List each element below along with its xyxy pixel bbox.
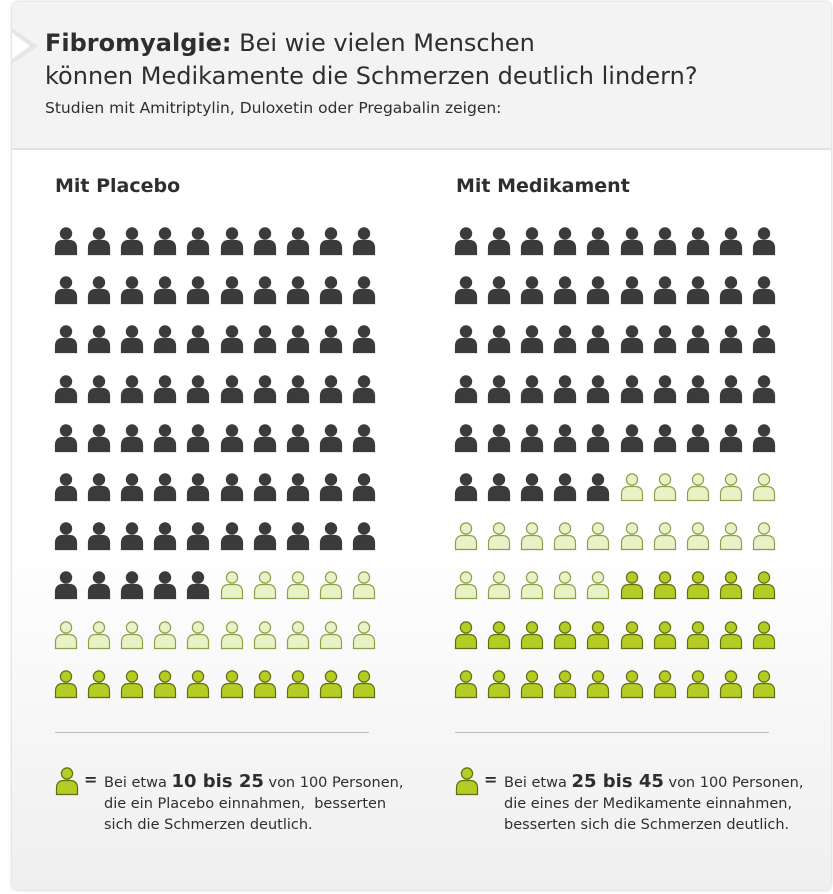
person-dark-icon bbox=[286, 472, 310, 502]
person-dark-icon bbox=[352, 472, 376, 502]
person-green-icon bbox=[620, 570, 644, 600]
person-dark-icon bbox=[253, 472, 277, 502]
person-dark-icon bbox=[319, 472, 343, 502]
person-dark-icon bbox=[352, 374, 376, 404]
person-dark-icon bbox=[719, 275, 743, 305]
person-dark-icon bbox=[186, 472, 210, 502]
person-dark-icon bbox=[319, 226, 343, 256]
person-dark-icon bbox=[87, 275, 111, 305]
person-light-icon bbox=[553, 570, 577, 600]
person-light-icon bbox=[752, 472, 776, 502]
person-dark-icon bbox=[220, 275, 244, 305]
person-dark-icon bbox=[54, 324, 78, 354]
person-light-icon bbox=[520, 570, 544, 600]
person-light-icon bbox=[719, 472, 743, 502]
person-dark-icon bbox=[454, 423, 478, 453]
person-dark-icon bbox=[87, 472, 111, 502]
person-light-icon bbox=[286, 570, 310, 600]
person-dark-icon bbox=[653, 226, 677, 256]
person-dark-icon bbox=[153, 570, 177, 600]
person-green-icon bbox=[352, 669, 376, 699]
person-green-icon bbox=[586, 669, 610, 699]
person-dark-icon bbox=[153, 275, 177, 305]
legend-person-green-icon bbox=[55, 766, 79, 796]
person-dark-icon bbox=[620, 275, 644, 305]
person-light-icon bbox=[319, 620, 343, 650]
person-dark-icon bbox=[186, 521, 210, 551]
person-light-icon bbox=[54, 620, 78, 650]
legend-equals: = bbox=[84, 770, 98, 789]
title-topic: Fibromyalgie: bbox=[45, 29, 232, 57]
person-dark-icon bbox=[752, 374, 776, 404]
person-dark-icon bbox=[586, 374, 610, 404]
person-dark-icon bbox=[319, 275, 343, 305]
person-dark-icon bbox=[454, 226, 478, 256]
person-dark-icon bbox=[454, 374, 478, 404]
person-dark-icon bbox=[120, 275, 144, 305]
person-green-icon bbox=[220, 669, 244, 699]
person-green-icon bbox=[454, 620, 478, 650]
person-dark-icon bbox=[487, 226, 511, 256]
person-light-icon bbox=[454, 521, 478, 551]
person-light-icon bbox=[586, 570, 610, 600]
person-dark-icon bbox=[120, 423, 144, 453]
person-dark-icon bbox=[319, 521, 343, 551]
person-dark-icon bbox=[520, 472, 544, 502]
person-light-icon bbox=[153, 620, 177, 650]
person-green-icon bbox=[752, 669, 776, 699]
person-dark-icon bbox=[454, 275, 478, 305]
legend-person-green-icon bbox=[455, 766, 479, 796]
person-dark-icon bbox=[686, 275, 710, 305]
person-dark-icon bbox=[120, 226, 144, 256]
person-green-icon bbox=[520, 669, 544, 699]
person-green-icon bbox=[553, 620, 577, 650]
person-dark-icon bbox=[54, 521, 78, 551]
person-dark-icon bbox=[553, 472, 577, 502]
person-green-icon bbox=[319, 669, 343, 699]
person-dark-icon bbox=[319, 374, 343, 404]
person-dark-icon bbox=[54, 423, 78, 453]
person-dark-icon bbox=[586, 423, 610, 453]
person-dark-icon bbox=[319, 423, 343, 453]
person-dark-icon bbox=[220, 226, 244, 256]
person-light-icon bbox=[319, 570, 343, 600]
person-light-icon bbox=[586, 521, 610, 551]
person-dark-icon bbox=[286, 374, 310, 404]
legend-equals: = bbox=[484, 770, 498, 789]
person-green-icon bbox=[620, 669, 644, 699]
person-dark-icon bbox=[586, 226, 610, 256]
person-dark-icon bbox=[120, 324, 144, 354]
person-dark-icon bbox=[220, 472, 244, 502]
legend-text-medication: Bei etwa 25 bis 45 von 100 Personen, die eines der Medikamente einnahmen, besserten sich die Schmerzen deutlich. bbox=[504, 771, 804, 833]
person-dark-icon bbox=[186, 423, 210, 453]
person-dark-icon bbox=[54, 275, 78, 305]
person-dark-icon bbox=[653, 324, 677, 354]
person-green-icon bbox=[286, 669, 310, 699]
person-dark-icon bbox=[752, 423, 776, 453]
person-light-icon bbox=[686, 472, 710, 502]
person-dark-icon bbox=[719, 374, 743, 404]
person-dark-icon bbox=[487, 472, 511, 502]
person-dark-icon bbox=[352, 226, 376, 256]
person-dark-icon bbox=[686, 324, 710, 354]
title-question-line1: Bei wie vielen Menschen bbox=[231, 29, 535, 57]
person-green-icon bbox=[487, 620, 511, 650]
person-dark-icon bbox=[253, 374, 277, 404]
person-light-icon bbox=[553, 521, 577, 551]
person-light-icon bbox=[686, 521, 710, 551]
person-green-icon bbox=[719, 620, 743, 650]
person-dark-icon bbox=[87, 374, 111, 404]
person-dark-icon bbox=[487, 374, 511, 404]
person-dark-icon bbox=[520, 275, 544, 305]
person-dark-icon bbox=[253, 226, 277, 256]
person-dark-icon bbox=[352, 324, 376, 354]
person-dark-icon bbox=[286, 521, 310, 551]
person-light-icon bbox=[220, 570, 244, 600]
person-dark-icon bbox=[286, 275, 310, 305]
person-dark-icon bbox=[520, 374, 544, 404]
person-dark-icon bbox=[553, 226, 577, 256]
legend-text-placebo: Bei etwa 10 bis 25 von 100 Personen, die ein Placebo einnahmen, besserten sich die Schmerzen deutlich. bbox=[104, 771, 404, 833]
person-green-icon bbox=[120, 669, 144, 699]
person-green-icon bbox=[686, 620, 710, 650]
person-dark-icon bbox=[253, 324, 277, 354]
person-dark-icon bbox=[220, 374, 244, 404]
person-green-icon bbox=[653, 620, 677, 650]
person-dark-icon bbox=[553, 324, 577, 354]
person-green-icon bbox=[586, 620, 610, 650]
panel-title-medication: Mit Medikament bbox=[456, 175, 630, 197]
person-green-icon bbox=[686, 570, 710, 600]
person-dark-icon bbox=[186, 324, 210, 354]
person-green-icon bbox=[454, 669, 478, 699]
person-dark-icon bbox=[520, 226, 544, 256]
person-green-icon bbox=[719, 570, 743, 600]
person-light-icon bbox=[454, 570, 478, 600]
person-dark-icon bbox=[686, 226, 710, 256]
person-dark-icon bbox=[186, 570, 210, 600]
person-dark-icon bbox=[153, 324, 177, 354]
person-dark-icon bbox=[286, 226, 310, 256]
person-dark-icon bbox=[186, 275, 210, 305]
person-dark-icon bbox=[87, 226, 111, 256]
person-dark-icon bbox=[454, 472, 478, 502]
person-dark-icon bbox=[120, 374, 144, 404]
divider-placebo bbox=[55, 732, 369, 733]
person-dark-icon bbox=[153, 374, 177, 404]
person-light-icon bbox=[220, 620, 244, 650]
person-dark-icon bbox=[487, 275, 511, 305]
person-dark-icon bbox=[553, 423, 577, 453]
person-dark-icon bbox=[286, 324, 310, 354]
panel-title-placebo: Mit Placebo bbox=[55, 175, 181, 197]
person-dark-icon bbox=[586, 472, 610, 502]
person-dark-icon bbox=[153, 472, 177, 502]
person-dark-icon bbox=[352, 521, 376, 551]
person-dark-icon bbox=[54, 226, 78, 256]
person-dark-icon bbox=[520, 324, 544, 354]
person-green-icon bbox=[752, 570, 776, 600]
person-dark-icon bbox=[620, 226, 644, 256]
person-dark-icon bbox=[653, 374, 677, 404]
person-dark-icon bbox=[153, 423, 177, 453]
person-dark-icon bbox=[186, 374, 210, 404]
person-dark-icon bbox=[352, 423, 376, 453]
subtitle: Studien mit Amitriptylin, Duloxetin oder Pregabalin zeigen: bbox=[45, 99, 502, 117]
person-dark-icon bbox=[87, 423, 111, 453]
person-dark-icon bbox=[553, 374, 577, 404]
person-dark-icon bbox=[253, 521, 277, 551]
person-dark-icon bbox=[220, 423, 244, 453]
person-dark-icon bbox=[153, 521, 177, 551]
person-green-icon bbox=[487, 669, 511, 699]
person-green-icon bbox=[620, 620, 644, 650]
person-dark-icon bbox=[686, 374, 710, 404]
person-dark-icon bbox=[87, 521, 111, 551]
person-dark-icon bbox=[752, 275, 776, 305]
person-dark-icon bbox=[586, 324, 610, 354]
person-dark-icon bbox=[653, 275, 677, 305]
person-light-icon bbox=[120, 620, 144, 650]
person-dark-icon bbox=[120, 521, 144, 551]
person-dark-icon bbox=[520, 423, 544, 453]
person-dark-icon bbox=[87, 324, 111, 354]
person-dark-icon bbox=[220, 324, 244, 354]
page-title bbox=[45, 27, 698, 93]
person-light-icon bbox=[520, 521, 544, 551]
person-light-icon bbox=[352, 570, 376, 600]
person-dark-icon bbox=[454, 324, 478, 354]
person-dark-icon bbox=[54, 472, 78, 502]
person-dark-icon bbox=[620, 374, 644, 404]
person-green-icon bbox=[520, 620, 544, 650]
person-dark-icon bbox=[87, 570, 111, 600]
person-green-icon bbox=[653, 669, 677, 699]
person-green-icon bbox=[54, 669, 78, 699]
person-dark-icon bbox=[186, 226, 210, 256]
person-light-icon bbox=[487, 570, 511, 600]
person-dark-icon bbox=[620, 324, 644, 354]
person-light-icon bbox=[253, 620, 277, 650]
person-dark-icon bbox=[487, 324, 511, 354]
person-green-icon bbox=[253, 669, 277, 699]
person-dark-icon bbox=[553, 275, 577, 305]
person-dark-icon bbox=[487, 423, 511, 453]
person-dark-icon bbox=[752, 226, 776, 256]
person-dark-icon bbox=[620, 423, 644, 453]
person-light-icon bbox=[487, 521, 511, 551]
placebo-range: 10 bis 25 bbox=[171, 771, 264, 792]
person-dark-icon bbox=[253, 275, 277, 305]
title-question-line2: können Medikamente die Schmerzen deutlich lindern? bbox=[45, 62, 698, 90]
person-dark-icon bbox=[586, 275, 610, 305]
person-dark-icon bbox=[120, 472, 144, 502]
person-light-icon bbox=[653, 521, 677, 551]
person-green-icon bbox=[686, 669, 710, 699]
person-light-icon bbox=[87, 620, 111, 650]
person-dark-icon bbox=[719, 324, 743, 354]
person-green-icon bbox=[186, 669, 210, 699]
person-dark-icon bbox=[719, 226, 743, 256]
person-green-icon bbox=[653, 570, 677, 600]
person-dark-icon bbox=[352, 275, 376, 305]
person-dark-icon bbox=[286, 423, 310, 453]
person-light-icon bbox=[653, 472, 677, 502]
person-green-icon bbox=[87, 669, 111, 699]
person-dark-icon bbox=[752, 324, 776, 354]
person-dark-icon bbox=[120, 570, 144, 600]
person-green-icon bbox=[752, 620, 776, 650]
person-light-icon bbox=[752, 521, 776, 551]
person-dark-icon bbox=[54, 570, 78, 600]
person-light-icon bbox=[186, 620, 210, 650]
person-dark-icon bbox=[319, 324, 343, 354]
person-light-icon bbox=[620, 472, 644, 502]
person-dark-icon bbox=[253, 423, 277, 453]
person-dark-icon bbox=[220, 521, 244, 551]
divider-medication bbox=[455, 732, 769, 733]
person-green-icon bbox=[153, 669, 177, 699]
person-light-icon bbox=[620, 521, 644, 551]
person-dark-icon bbox=[54, 374, 78, 404]
person-light-icon bbox=[352, 620, 376, 650]
person-dark-icon bbox=[153, 226, 177, 256]
person-light-icon bbox=[719, 521, 743, 551]
person-light-icon bbox=[286, 620, 310, 650]
person-dark-icon bbox=[719, 423, 743, 453]
person-green-icon bbox=[719, 669, 743, 699]
person-dark-icon bbox=[653, 423, 677, 453]
person-light-icon bbox=[253, 570, 277, 600]
person-green-icon bbox=[553, 669, 577, 699]
medication-range: 25 bis 45 bbox=[571, 771, 664, 792]
person-dark-icon bbox=[686, 423, 710, 453]
